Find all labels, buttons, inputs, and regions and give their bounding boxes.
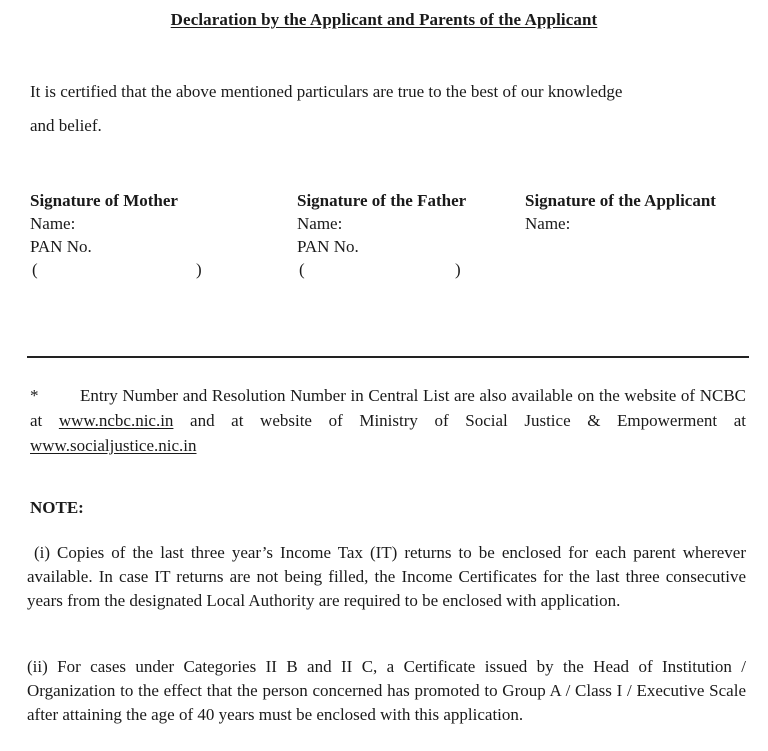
footnote [30, 383, 746, 458]
footnote-text-part2: and at website of Ministry of Social Justice & Empowerment at [173, 411, 746, 430]
ncbc-website-link[interactable]: www.ncbc.nic.in [58, 411, 174, 430]
father-signature-block [297, 189, 517, 281]
father-signature-title: Signature of the Father [297, 191, 467, 210]
declaration-title: Declaration by the Applicant and Parents of the Applicant [170, 10, 598, 29]
mother-signature-block [30, 189, 270, 281]
applicant-signature-title: Signature of the Applicant [525, 191, 716, 210]
father-pan-value-field [297, 258, 517, 281]
paren-open: ( [299, 260, 305, 279]
section-divider [27, 356, 749, 358]
footnote-text-part1: Entry Number and Resolution Number in Central List are also available on the website of NCBC at [30, 386, 746, 430]
footnote-marker: * [30, 386, 39, 405]
certification-line-1: It is certified that the above mentioned particulars are true to the best of our knowledge [30, 82, 623, 101]
social-justice-website-link[interactable]: www.socialjustice.nic.in [30, 436, 197, 455]
certification-statement [30, 75, 730, 143]
note-heading: NOTE: [30, 498, 84, 517]
mother-signature-title: Signature of Mother [30, 191, 178, 210]
paren-open: ( [32, 260, 38, 279]
father-name-label: Name: [297, 214, 343, 233]
paren-close: ) [455, 260, 461, 279]
note-item-1: (i) Copies of the last three year’s Income Tax (IT) returns to be enclosed for each parent wherever available. In case IT returns are not being filled, the Income Certificates for the last three consecutive years from the designated Local Authority are required to be enclosed with application. [27, 543, 746, 610]
mother-pan-value-field [30, 258, 270, 281]
mother-pan-label: PAN No. [30, 237, 92, 256]
note-item-2: (ii) For cases under Categories II B and II C, a Certificate issued by the Head of Institution / Organization to the effect that the person concerned has promoted to Group A / Class I / Executive Scale after attaining the age of 40 years must be enclosed with this application. [27, 657, 746, 724]
certification-line-2: and belief. [30, 116, 102, 135]
mother-name-label: Name: [30, 214, 76, 233]
father-pan-label: PAN No. [297, 237, 359, 256]
applicant-signature-block [525, 189, 760, 235]
applicant-name-label: Name: [525, 214, 571, 233]
paren-close: ) [196, 260, 202, 279]
